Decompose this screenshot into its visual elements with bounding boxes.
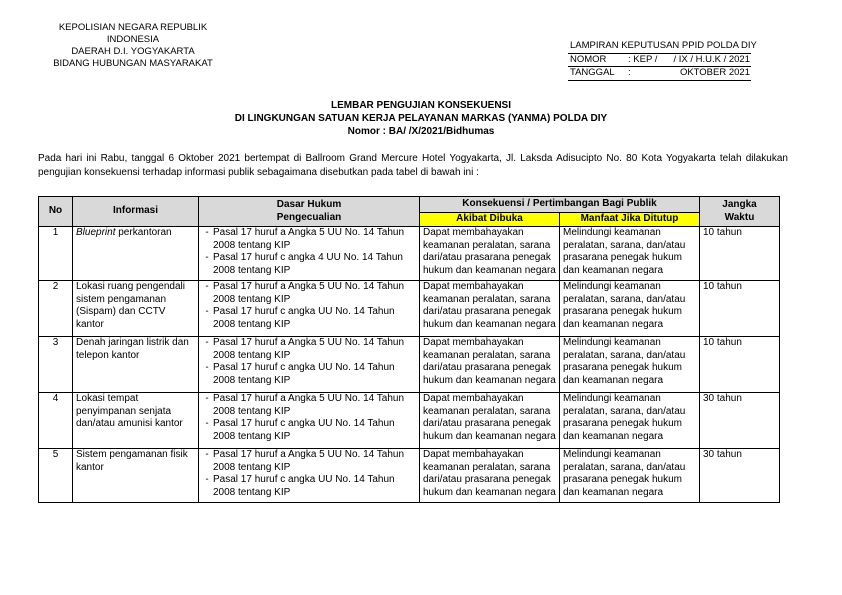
row-jangka: 10 tahun: [700, 281, 780, 337]
attachment-title: LAMPIRAN KEPUTUSAN PPID POLDA DIY: [570, 40, 757, 51]
table-row: [39, 393, 780, 449]
dasar-item-text: Pasal 17 huruf a Angka 5 UU No. 14 Tahun 2008 tentang KIP: [213, 227, 405, 251]
row-informasi: [73, 337, 199, 393]
row-no: 1: [39, 227, 73, 281]
row-informasi: [73, 449, 199, 503]
table-row: [39, 337, 780, 393]
row-informasi-text: Lokasi tempat penyimpanan senjata dan/atau amunisi kantor: [76, 393, 183, 429]
dasar-item: - Pasal 17 huruf a Angka 5 UU No. 14 Tahun 2008 tentang KIP: [201, 449, 416, 474]
row-manfaat: Melindungi keamanan peralatan, sarana, dan/atau prasarana penegak hukum dan keamanan negara: [560, 393, 700, 449]
tanggal-label: TANGGAL: [570, 67, 615, 78]
row-informasi: [73, 393, 199, 449]
header-jangka-waktu: [700, 197, 780, 227]
dasar-item-text: Pasal 17 huruf c angka 4 UU No. 14 Tahun 2008 tentang KIP: [213, 252, 403, 276]
table-row: [39, 227, 780, 281]
row-manfaat: Melindungi keamanan peralatan, sarana, dan/atau prasarana penegak hukum dan keamanan negara: [560, 227, 700, 281]
dasar-item-text: Pasal 17 huruf a Angka 5 UU No. 14 Tahun 2008 tentang KIP: [213, 449, 405, 473]
row-jangka: 30 tahun: [700, 449, 780, 503]
tanggal-colon: :: [628, 67, 631, 78]
row-jangka: 10 tahun: [700, 227, 780, 281]
table-body: [39, 227, 780, 503]
attachment-reference: [568, 40, 757, 81]
row-informasi-text: Denah jaringan listrik dan telepon kantor: [76, 337, 189, 361]
dasar-item: - Pasal 17 huruf c angka 4 UU No. 14 Tahun 2008 tentang KIP: [201, 252, 416, 277]
header-dasar-hukum: [199, 197, 420, 227]
row-akibat: Dapat membahayakan keamanan peralatan, sarana dari/atau prasarana penegak hukum dan keamanan negara: [420, 449, 560, 503]
dasar-item-text: Pasal 17 huruf c angka UU No. 14 Tahun 2008 tentang KIP: [213, 474, 395, 498]
dasar-item: - Pasal 17 huruf a Angka 5 UU No. 14 Tahun 2008 tentang KIP: [201, 393, 416, 418]
row-manfaat: Melindungi keamanan peralatan, sarana, dan/atau prasarana penegak hukum dan keamanan negara: [560, 449, 700, 503]
dasar-item-text: Pasal 17 huruf a Angka 5 UU No. 14 Tahun 2008 tentang KIP: [213, 281, 405, 305]
dasar-item: - Pasal 17 huruf c angka UU No. 14 Tahun 2008 tentang KIP: [201, 418, 416, 443]
row-dasar-hukum: [199, 449, 420, 503]
row-no: 5: [39, 449, 73, 503]
row-jangka: 10 tahun: [700, 337, 780, 393]
row-dasar-hukum: [199, 337, 420, 393]
row-manfaat: Melindungi keamanan peralatan, sarana, dan/atau prasarana penegak hukum dan keamanan negara: [560, 281, 700, 337]
consequence-table: [38, 196, 780, 503]
header-manfaat-ditutup: Manfaat Jika Ditutup: [560, 213, 700, 227]
row-no: 4: [39, 393, 73, 449]
dasar-item-text: Pasal 17 huruf a Angka 5 UU No. 14 Tahun 2008 tentang KIP: [213, 393, 405, 417]
document-subtitle: DI LINGKUNGAN SATUAN KERJA PELAYANAN MARKAS (YANMA) POLDA DIY: [234, 113, 608, 124]
row-dasar-hukum: [199, 281, 420, 337]
dasar-item-text: Pasal 17 huruf c angka UU No. 14 Tahun 2008 tentang KIP: [213, 362, 395, 386]
row-informasi: [73, 281, 199, 337]
row-dasar-hukum: [199, 227, 420, 281]
dasar-item-text: Pasal 17 huruf c angka UU No. 14 Tahun 2008 tentang KIP: [213, 418, 395, 442]
letterhead-line-2: DAERAH D.I. YOGYAKARTA: [71, 46, 195, 57]
row-manfaat: Melindungi keamanan peralatan, sarana, dan/atau prasarana penegak hukum dan keamanan negara: [560, 337, 700, 393]
row-informasi-text: Lokasi ruang pengendali sistem pengamanan (Sispam) dan CCTV kantor: [76, 281, 185, 330]
dasar-item: - Pasal 17 huruf a Angka 5 UU No. 14 Tahun 2008 tentang KIP: [201, 281, 416, 306]
row-informasi-text: perkantoran: [115, 227, 172, 238]
intro-paragraph: Pada hari ini Rabu, tanggal 6 Oktober 2021 bertempat di Ballroom Grand Mercure Hotel Yogyakarta, Jl. Laksda Adisucipto No. 80 Kota Yogyakarta telah dilakukan pengujian konsekuensi terhadap informasi publik sebagaimana disebutkan pada tabel di bawah ini :: [38, 153, 788, 178]
letterhead-line-1: KEPOLISIAN NEGARA REPUBLIK INDONESIA: [58, 22, 208, 45]
row-akibat: Dapat membahayakan keamanan peralatan, sarana dari/atau prasarana penegak hukum dan keamanan negara: [420, 281, 560, 337]
header-akibat-dibuka: Akibat Dibuka: [420, 213, 560, 227]
nomor-value: / IX / H.U.K / 2021: [673, 53, 750, 65]
row-no: 3: [39, 337, 73, 393]
dasar-item: - Pasal 17 huruf c angka UU No. 14 Tahun 2008 tentang KIP: [201, 474, 416, 499]
tanggal-value: OKTOBER 2021: [679, 67, 750, 78]
row-jangka: 30 tahun: [700, 393, 780, 449]
document-number: Nomor : BA/ /X/2021/Bidhumas: [347, 126, 495, 137]
header-no: No: [39, 197, 73, 227]
header-dasar-line-1: Dasar Hukum: [276, 199, 342, 210]
dasar-item: - Pasal 17 huruf c angka UU No. 14 Tahun 2008 tentang KIP: [201, 362, 416, 387]
header-jangka-line-1: Jangka: [722, 199, 757, 210]
nomor-line: [568, 54, 751, 68]
tanggal-line: [568, 67, 751, 81]
header-jangka-line-2: Waktu: [724, 211, 755, 223]
dasar-item: - Pasal 17 huruf a Angka 5 UU No. 14 Tahun 2008 tentang KIP: [201, 227, 416, 252]
row-informasi-italic: Blueprint: [76, 227, 116, 238]
dasar-item: - Pasal 17 huruf c angka UU No. 14 Tahun 2008 tentang KIP: [201, 306, 416, 331]
row-informasi-text: Sistem pengamanan fisik kantor: [76, 449, 188, 473]
dasar-item-text: Pasal 17 huruf c angka UU No. 14 Tahun 2008 tentang KIP: [213, 306, 395, 330]
row-akibat: Dapat membahayakan keamanan peralatan, sarana dari/atau prasarana penegak hukum dan keamanan negara: [420, 227, 560, 281]
header-informasi: Informasi: [73, 197, 199, 227]
dasar-item: - Pasal 17 huruf a Angka 5 UU No. 14 Tahun 2008 tentang KIP: [201, 337, 416, 362]
row-akibat: Dapat membahayakan keamanan peralatan, sarana dari/atau prasarana penegak hukum dan keamanan negara: [420, 393, 560, 449]
table-row: [39, 281, 780, 337]
row-no: 2: [39, 281, 73, 337]
nomor-label: NOMOR: [570, 53, 607, 65]
letterhead-line-3: BIDANG HUBUNGAN MASYARAKAT: [53, 58, 213, 69]
dasar-item-text: Pasal 17 huruf a Angka 5 UU No. 14 Tahun 2008 tentang KIP: [213, 337, 405, 361]
attachment-title-line: [568, 40, 757, 54]
row-dasar-hukum: [199, 393, 420, 449]
document-title: LEMBAR PENGUJIAN KONSEKUENSI: [330, 100, 512, 111]
letterhead: [34, 22, 232, 70]
nomor-colon: : KEP /: [628, 53, 658, 65]
table-row: [39, 449, 780, 503]
header-dasar-line-2: Pengecualian: [276, 211, 342, 223]
row-akibat: Dapat membahayakan keamanan peralatan, sarana dari/atau prasarana penegak hukum dan keamanan negara: [420, 337, 560, 393]
header-konsekuensi: Konsekuensi / Pertimbangan Bagi Publik: [420, 197, 700, 213]
row-informasi: [73, 227, 199, 281]
